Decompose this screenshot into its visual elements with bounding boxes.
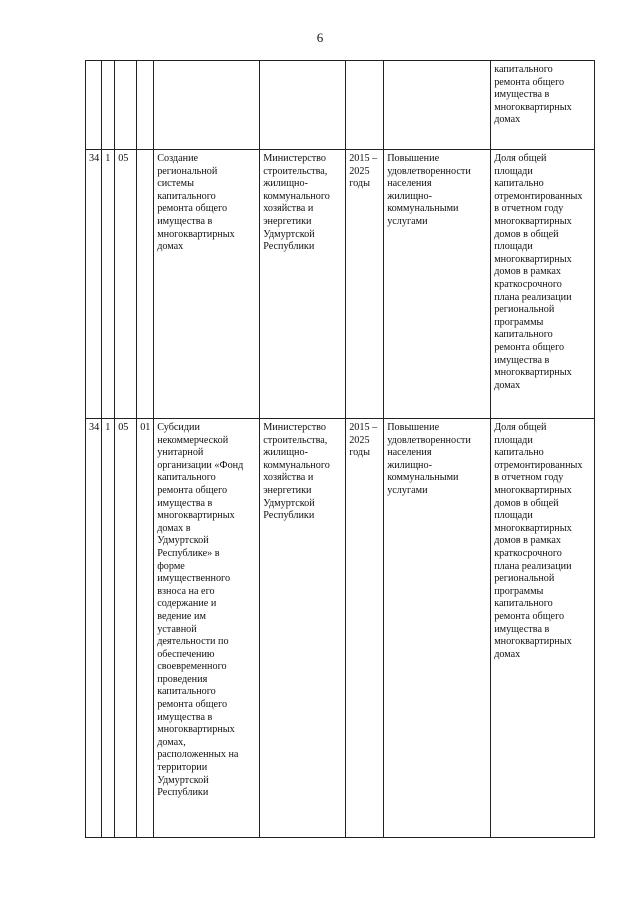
cell-indicator: Доля общей площади капитально отремонтированных в отчетном году многоквартирных домов в общей площади многоквартирных домов в рамках краткосрочного плана реализации региональной программы капитального ремонта общего имущества в многоквартирных домах [491, 419, 595, 838]
page-number: 6 [316, 30, 324, 45]
cell-program-code [86, 61, 102, 150]
cell-expected-result: Повышение удовлетворенности населения жилищно- коммунальными услугами [384, 419, 491, 838]
cell-program-code: 34 [86, 419, 102, 838]
cell-subprogram-code: 1 [102, 150, 115, 419]
cell-activity-name: Субсидии некоммерческой унитарной организации «Фонд капитального ремонта общего имущества в многоквартирных домах в Удмуртской Республике» в форме имущественного взноса на его содержание и ведение им уставной деятельности по обеспечению своевременного проведения капитального ремонта общего имущества в многоквартирных домах, расположенных на территории Удмуртской Республики [154, 419, 260, 838]
cell-executor: Министерство строительства, жилищно- коммунального хозяйства и энергетики Удмуртской Республики [260, 419, 346, 838]
cell-expected-result: Повышение удовлетворенности населения жилищно- коммунальными услугами [384, 150, 491, 419]
program-table [85, 60, 595, 838]
cell-indicator: капитального ремонта общего имущества в многоквартирных домах [491, 61, 595, 150]
cell-activity-code: 05 [115, 150, 137, 419]
cell-subactivity-code [137, 150, 154, 419]
cell-subprogram-code [102, 61, 115, 150]
cell-activity-code: 05 [115, 419, 137, 838]
cell-period: 2015 – 2025 годы [346, 150, 384, 419]
cell-subactivity-code [137, 61, 154, 150]
cell-program-code: 34 [86, 150, 102, 419]
cell-activity-code [115, 61, 137, 150]
cell-executor: Министерство строительства, жилищно- коммунального хозяйства и энергетики Удмуртской Республики [260, 150, 346, 419]
cell-period [346, 61, 384, 150]
cell-period: 2015 – 2025 годы [346, 419, 384, 838]
table-row [86, 61, 595, 150]
cell-subactivity-code: 01 [137, 419, 154, 838]
cell-activity-name: Создание региональной системы капитального ремонта общего имущества в многоквартирных домах [154, 150, 260, 419]
cell-expected-result [384, 61, 491, 150]
table-row [86, 419, 595, 838]
cell-activity-name [154, 61, 260, 150]
cell-subprogram-code: 1 [102, 419, 115, 838]
table-row [86, 150, 595, 419]
cell-executor [260, 61, 346, 150]
cell-indicator: Доля общей площади капитально отремонтированных в отчетном году многоквартирных домов в общей площади многоквартирных домов в рамках краткосрочного плана реализации региональной программы капитального ремонта общего имущества в многоквартирных домах [491, 150, 595, 419]
